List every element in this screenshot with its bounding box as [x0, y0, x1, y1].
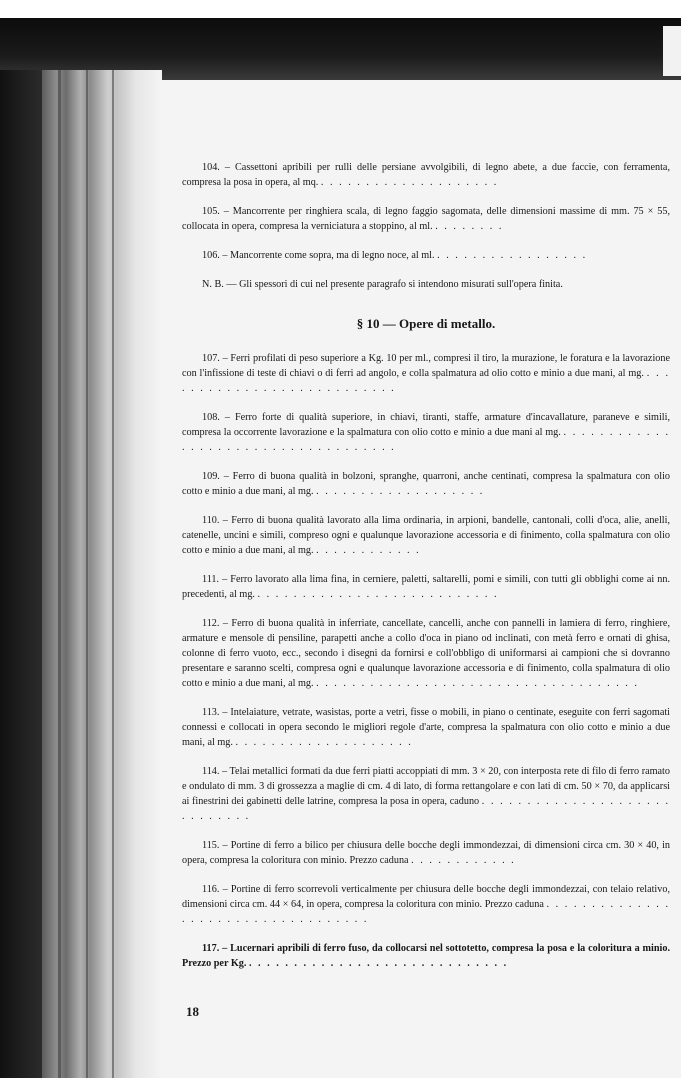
entry-text: – Ferro di buona qualità lavorato alla lima ordinaria, in arpioni, bandelle, cantonali, colli d'oca, alie, anelli, catenelle, uncini e simili, compreso ogni e qualunque lavorazione accessoria e di finimento, colla spalmatura con olio cotto e minio a due mani, al mg.	[182, 515, 670, 556]
entry-number: 111.	[202, 574, 220, 585]
entry-text: – Mancorrente per ringhiera scala, di legno faggio sagomata, delle dimensioni massime di mm. 75 × 55, collocata in opera, compresa la verniciatura a stoppino, al ml.	[182, 206, 670, 232]
leader-dots: . . . . . . . . . . . . . . . . . . . . . . . . . . .	[182, 368, 670, 394]
entry-text: – Ferro lavorato alla lima fina, in cerniere, paletti, saltarelli, pomi e simili, con tutti gli obblighi come ai nn. precedenti, al mg.	[182, 574, 670, 600]
leader-dots: . . . . . . . . . . . . . . . . . . . . . . . . . . .	[257, 589, 499, 600]
entry-number: 116.	[202, 884, 220, 895]
entry-number: 110.	[202, 515, 220, 526]
entry-number: 113.	[202, 707, 220, 718]
entry-115	[182, 838, 670, 868]
entry-number: 112.	[202, 618, 220, 629]
page-text	[182, 160, 670, 985]
entry-number: 115.	[202, 840, 220, 851]
leader-dots: . . . . . . . . . . . . . . . . . . . . . . . . . . . . . . . . . . .	[182, 899, 671, 925]
entry-text: – Mancorrente come sopra, ma di legno noce, al ml.	[219, 250, 438, 261]
entry-109	[182, 469, 670, 499]
entry-112	[182, 616, 670, 691]
entry-text: – Ferro forte di qualità superiore, in chiavi, tiranti, staffe, armature d'incavallature, paraneve e simili, compresa la occorrente lavorazione e la spalmatura con olio cotto e minio a due mani al mg.	[182, 412, 670, 438]
gutter-stripe	[112, 70, 114, 1078]
entry-104	[182, 160, 670, 190]
leader-dots: . . . . . . . .	[435, 221, 504, 232]
entry-105	[182, 204, 670, 234]
entry-number: N. B.	[202, 279, 224, 290]
entry-number: 105.	[202, 206, 220, 217]
entry-text: – Cassettoni apribili per rulli delle persiane avvolgibili, di legno abete, a due faccie, con ferramenta, compresa la posa in opera, al mq.	[182, 162, 670, 188]
entry-114	[182, 764, 670, 824]
gutter-stripe	[86, 70, 88, 1078]
entry-113	[182, 705, 670, 750]
page-number: 18	[186, 1004, 199, 1019]
entry-117	[182, 941, 670, 971]
leader-dots: . . . . . . . . . . . . . . . . . . . .	[320, 177, 499, 188]
leader-dots: . . . . . . . . . . . .	[411, 855, 516, 866]
leader-dots: . . . . . . . . . . . . . . . . . . . . . . . . . . . . .	[182, 796, 670, 822]
entry-number: 108.	[202, 412, 220, 423]
entry-number: 114.	[202, 766, 220, 777]
entry-text: – Ferri profilati di peso superiore a Kg. 10 per ml., compresi il tiro, la murazione, le foratura e la lavorazione con l'infissione di teste di chiavi o di ferri ad angolo, e colla spalmatura ad olio cotto e minio a due mani, al mg.	[182, 353, 670, 379]
entry-text: – Portine di ferro scorrevoli verticalmente per chiusura delle bocche degli immondezzai, con telaio relativo, dimensioni circa cm. 44 × 64, in opera, compresa la coloritura con minio. Prezzo caduna	[182, 884, 670, 910]
section-heading: § 10 — Opere di metallo.	[356, 316, 496, 331]
leader-dots: . . . . . . . . . . . . . . . . . . .	[316, 486, 485, 497]
scan-corner	[663, 26, 681, 76]
leader-dots: . . . . . . . . . . . .	[316, 545, 421, 556]
entry-text: – Telai metallici formati da due ferri piatti accoppiati di mm. 3 × 20, con interposta rete di filo di ferro ramato e ondulato di mm. 3 di grossezza a maglie di cm. 4 di lato, di forma rettangolare e con lati di cm. 50 × 70, da applicarsi ai finestrini dei gabinetti delle latrine, compresa la posa in opera, caduno	[182, 766, 670, 807]
entry-text: – Intelaiature, vetrate, wasistas, porte a vetri, fisse o mobili, in piano o centinate, eseguite con ferri sagomati connessi e collocati in opera secondo le migliori regole d'arte, compresa la spalmatura con olio cotto e minio a due mani, al mg.	[182, 707, 670, 748]
entry-number: 106.	[202, 250, 220, 261]
entry-number: 109.	[202, 471, 220, 482]
entry-text: — Gli spessori di cui nel presente paragrafo si intendono misurati sull'opera finita.	[223, 279, 563, 290]
entry-number: 104.	[202, 162, 220, 173]
entry-text: – Lucernari apribili di ferro fuso, da collocarsi nel sottotetto, compresa la posa e la coloritura a minio. Prezzo per Kg.	[182, 943, 670, 969]
leader-dots: . . . . . . . . . . . . . . . . . . . . . . . . . . . . .	[248, 958, 509, 969]
book-spine-shadow	[0, 70, 42, 1078]
entry-text: – Ferro di buona qualità in inferriate, cancellate, cancelli, anche con pannelli in lamiera di ferro, ringhiere, armature e mensole di pensiline, parapetti anche a collo d'oca in piano od inclinati, con metà ferro e ornati di ghisa, colonne di ferro vuoto, ecc., secondo i disegni da fornirsi e coll'obbligo di uniformarsi ai campioni che si dovranno presentare e saranno scelti, compresa ogni e qualunque lavorazione accessoria e di finimento, colla spalmatura di olio cotto e minio a due mani, al mg.	[182, 618, 670, 689]
entry-116	[182, 882, 670, 927]
entry-108	[182, 410, 670, 455]
leader-dots: . . . . . . . . . . . . . . . . .	[437, 250, 588, 261]
leader-dots: . . . . . . . . . . . . . . . . . . . .	[235, 737, 413, 748]
entry-number: 107.	[202, 353, 220, 364]
leader-dots: . . . . . . . . . . . . . . . . . . . . . . . . . . . . . . . . . . . .	[316, 678, 639, 689]
entry-106	[182, 248, 670, 263]
entry-text: – Portine di ferro a bilico per chiusura delle bocche degli immondezzai, di dimensioni circa cm. 30 × 40, in opera, compresa la coloritura con minio. Prezzo caduna	[182, 840, 670, 866]
entry-number: 117.	[202, 943, 220, 954]
gutter-stripe	[58, 70, 61, 1078]
entry-text: – Ferro di buona qualità in bolzoni, spranghe, quarroni, anche centinati, compresa la spalmatura con olio cotto e minio a due mani, al mg.	[182, 471, 670, 497]
entry-107	[182, 351, 670, 396]
nota-bene	[182, 277, 670, 292]
leader-dots: . . . . . . . . . . . . . . . . . . . . . . . . . . . . . . . . . . . .	[182, 427, 670, 453]
entry-111	[182, 572, 670, 602]
entry-110	[182, 513, 670, 558]
